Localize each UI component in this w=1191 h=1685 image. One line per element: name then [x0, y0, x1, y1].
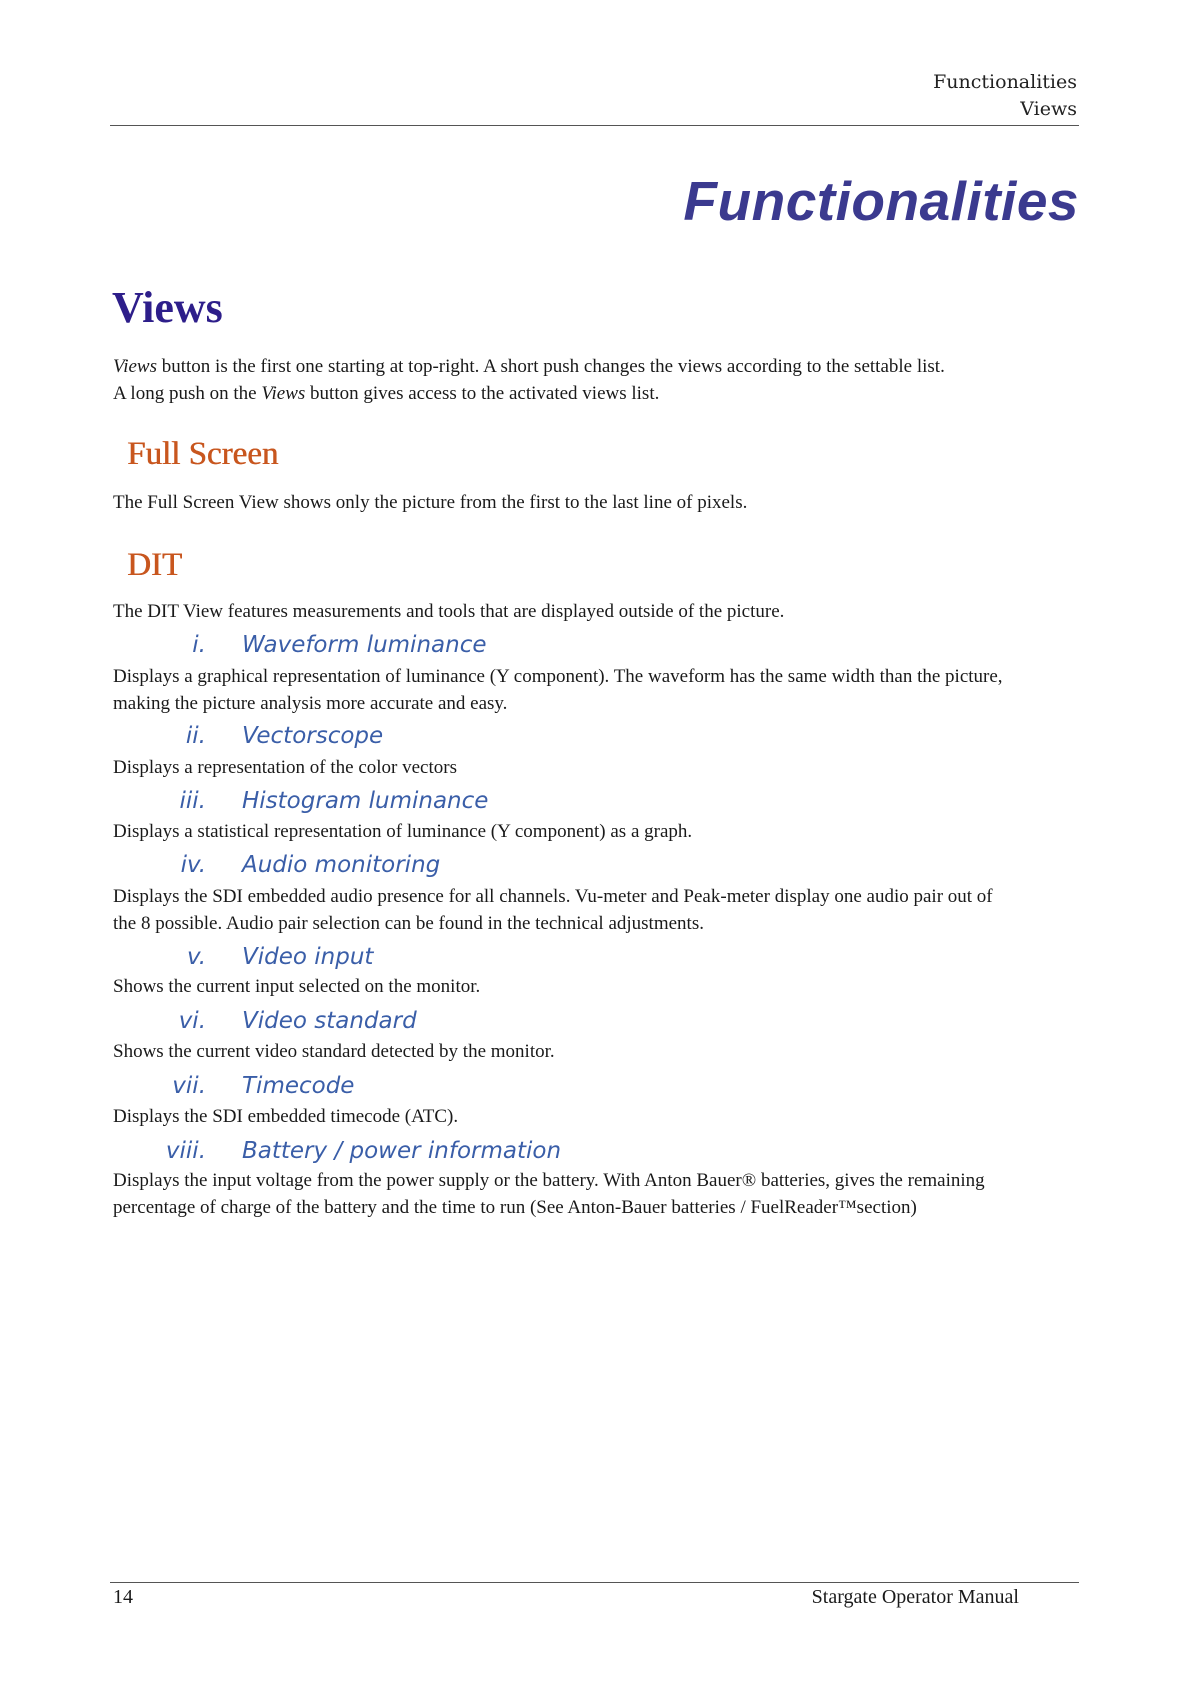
dit-item-number: iii.: [179, 788, 206, 814]
views-intro-line2-start: A long push on the: [113, 383, 262, 404]
dit-item-title-timecode: Timecode: [242, 1073, 355, 1099]
dit-item-number: vii.: [172, 1073, 206, 1099]
manual-title: Stargate Operator Manual: [811, 1586, 1019, 1608]
dit-text: The DIT View features measurements and tools that are displayed outside of the picture.: [113, 601, 785, 622]
dit-item-desc-timecode: Displays the SDI embedded timecode (ATC).: [113, 1106, 459, 1127]
dit-item-title-video-standard: Video standard: [242, 1008, 417, 1034]
header-rule: [110, 125, 1079, 126]
dit-item-title-vectorscope: Vectorscope: [242, 723, 384, 749]
views-intro-line2: [113, 380, 1083, 407]
dit-item-desc-battery: [113, 1167, 1083, 1221]
dit-item-desc-video-input: Shows the current input selected on the monitor.: [113, 976, 481, 997]
views-intro-line1: [113, 353, 1083, 380]
section-title-views: Views: [112, 283, 223, 332]
dit-item-desc-audio: [113, 883, 1083, 937]
views-term: Views: [113, 356, 157, 377]
dit-item-desc-line: percentage of charge of the battery and the time to run (See Anton-Bauer batteries / FuelReader™section): [113, 1197, 917, 1218]
dit-item-desc-vectorscope: Displays a representation of the color vectors: [113, 757, 457, 778]
dit-item-number: ii.: [185, 723, 206, 749]
page-number: 14: [113, 1586, 133, 1608]
dit-item-number: vi.: [178, 1008, 206, 1034]
dit-item-number: v.: [186, 944, 206, 970]
dit-item-number: i.: [192, 632, 206, 658]
chapter-title: Functionalities: [683, 170, 1079, 232]
dit-item-desc-waveform: [113, 663, 1083, 717]
views-intro-line2-end: button gives access to the activated views list.: [305, 383, 660, 404]
dit-item-desc-video-standard: Shows the current video standard detected by the monitor.: [113, 1041, 555, 1062]
full-screen-text: The Full Screen View shows only the picture from the first to the last line of pixels.: [113, 492, 748, 513]
subsection-title-dit: DIT: [127, 547, 182, 583]
views-intro-paragraph: [113, 353, 1083, 407]
dit-item-desc-line: Displays the input voltage from the power supply or the battery. With Anton Bauer® batteries, gives the remaining: [113, 1170, 985, 1191]
footer-rule: [110, 1582, 1079, 1583]
dit-item-title-audio: Audio monitoring: [242, 852, 441, 878]
dit-item-title-waveform: Waveform luminance: [242, 632, 487, 658]
dit-item-number: iv.: [180, 852, 206, 878]
dit-item-title-battery: Battery / power information: [242, 1138, 562, 1164]
running-header-section: Views: [1020, 98, 1077, 120]
views-intro-line1-text: button is the first one starting at top-right. A short push changes the views according to the settable list.: [156, 356, 945, 377]
dit-item-desc-line: Displays the SDI embedded audio presence for all channels. Vu-meter and Peak-meter display one audio pair out of: [113, 886, 993, 907]
dit-item-desc-line: Displays a graphical representation of luminance (Y component). The waveform has the same width than the picture,: [113, 666, 1003, 687]
views-term-2: Views: [261, 383, 306, 404]
dit-item-desc-line: the 8 possible. Audio pair selection can be found in the technical adjustments.: [113, 913, 704, 934]
dit-item-desc-histogram: Displays a statistical representation of luminance (Y component) as a graph.: [113, 821, 693, 842]
dit-item-number: viii.: [165, 1138, 206, 1164]
subsection-title-full-screen: Full Screen: [127, 436, 279, 472]
dit-item-desc-line: making the picture analysis more accurate and easy.: [113, 693, 508, 714]
dit-item-title-histogram: Histogram luminance: [242, 788, 489, 814]
dit-item-title-video-input: Video input: [242, 944, 374, 970]
running-header-chapter: Functionalities: [933, 71, 1077, 93]
